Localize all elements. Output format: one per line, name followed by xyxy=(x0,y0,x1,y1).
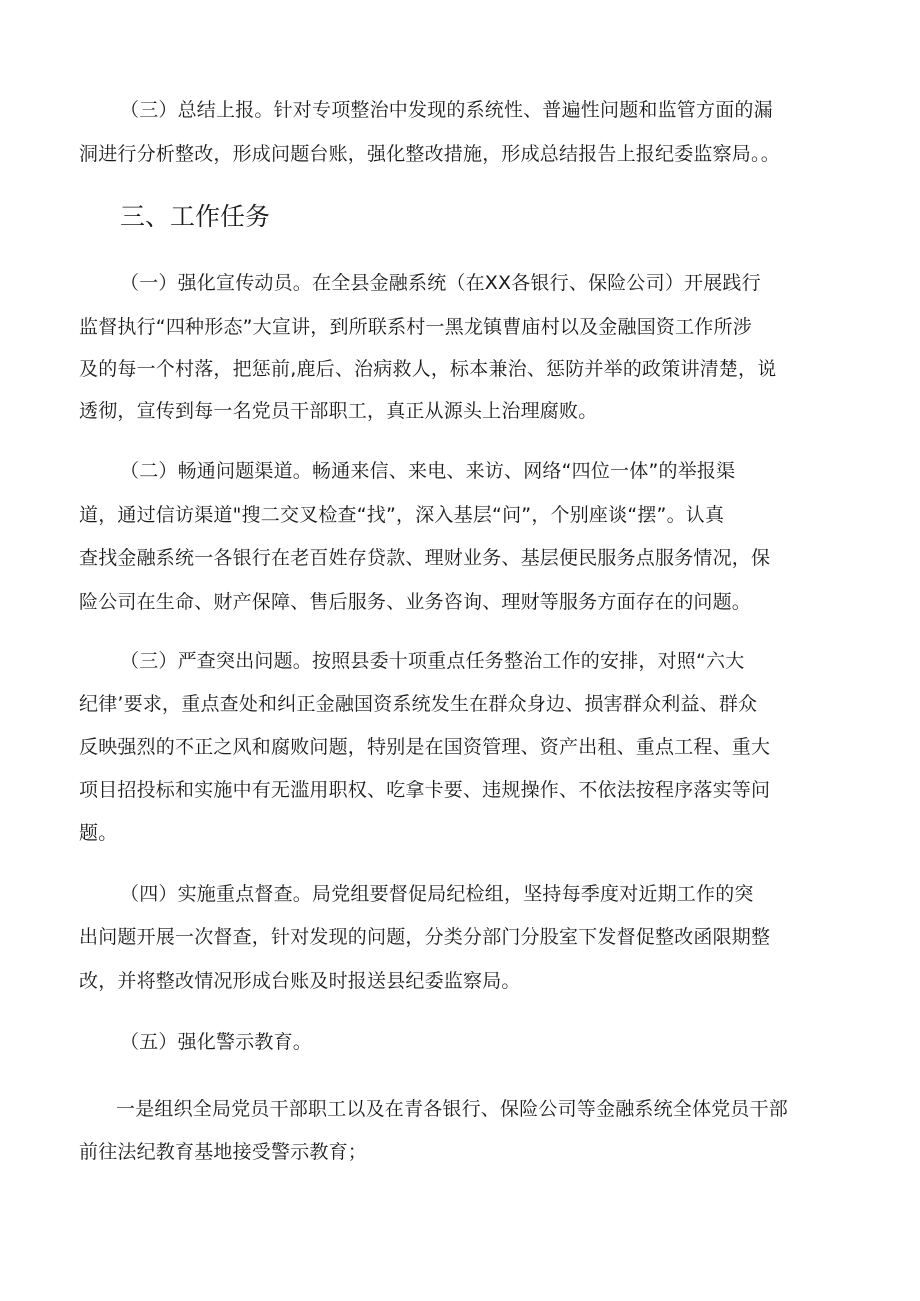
paragraph-summary-report-line-2: 洞进行分析整改，形成问题台账，强化整改措施，形成总结报告上报纪委监察局。。 xyxy=(79,143,780,165)
paragraph-task-3-line-3: 反映强烈的不正之风和腐败问题，特别是在国资管理、资产出租、重点工程、重大 xyxy=(79,736,771,758)
section-heading-work-tasks: 三、工作任务 xyxy=(120,202,271,231)
paragraph-task-5-line-2: 前往法纪教育基地接受警示教育； xyxy=(79,1141,368,1163)
paragraph-task-2-line-2: 道，通过信访渠道"搜二交叉检查“找”，深入基层“问”，个别座谈“摆”。认真 xyxy=(79,504,725,526)
paragraph-task-4-line-2: 出问题开展一次督查，针对发现的问题，分类分部门分股室下发督促整改函限期整 xyxy=(79,926,771,948)
paragraph-task-3-line-5: 题。 xyxy=(79,822,118,844)
paragraph-task-4-line-1: （四）实施重点督查。局党组要督促局纪检组，坚持每季度对近期工作的突 xyxy=(120,883,754,905)
paragraph-task-5-line-1: 一是组织全局党员干部职工以及在青各银行、保险公司等金融系统全体党员干部 xyxy=(116,1098,789,1120)
paragraph-task-1-line-4: 透彻，宣传到每一名党员干部职工，真正从源头上治理腐败。 xyxy=(79,400,598,422)
paragraph-task-3-line-4: 项目招投标和实施中有无滥用职权、吃拿卡要、违规操作、不依法按程序落实等问 xyxy=(79,779,771,801)
paragraph-task-4-line-3: 改，并将整改情况形成台账及时报送县纪委监察局。 xyxy=(79,970,521,992)
paragraph-task-3-line-1: （三）严查突出问题。按照县委十项重点任务整治工作的安排，对照“六大 xyxy=(120,650,745,672)
paragraph-task-1-line-2: 监督执行“四种形态”大宣讲，到所联系村一黑龙镇曹庙村以及金融国资工作所涉 xyxy=(79,316,752,338)
paragraph-summary-report-line-1: （三）总结上报。针对专项整治中发现的系统性、普遍性问题和监管方面的漏 xyxy=(120,99,773,121)
paragraph-task-2-line-3: 查找金融系统一各银行在老百姓存贷款、理财业务、基层便民服务点服务情况，保 xyxy=(79,547,771,569)
paragraph-task-5-title: （五）强化警示教育。 xyxy=(120,1031,313,1053)
paragraph-task-2-line-4: 险公司在生命、财产保障、售后服务、业务咨询、理财等服务方面存在的问题。 xyxy=(79,591,752,613)
paragraph-task-3-line-2: 纪律’要求，重点查处和纠正金融国资系统发生在群众身边、损害群众利益、群众 xyxy=(79,693,758,715)
paragraph-task-1-line-1: （一）强化宣传动员。在全县金融系统（在XX各银行、保险公司）开展践行 xyxy=(120,272,761,294)
paragraph-task-1-line-3: 及的每一个村落，把惩前,鹿后、治病救人，标本兼治、惩防并举的政策讲清楚，说 xyxy=(79,358,777,380)
paragraph-task-2-line-1: （二）畅通问题渠道。畅通来信、来电、来访、网络“四位一体”的举报渠 xyxy=(120,460,736,482)
